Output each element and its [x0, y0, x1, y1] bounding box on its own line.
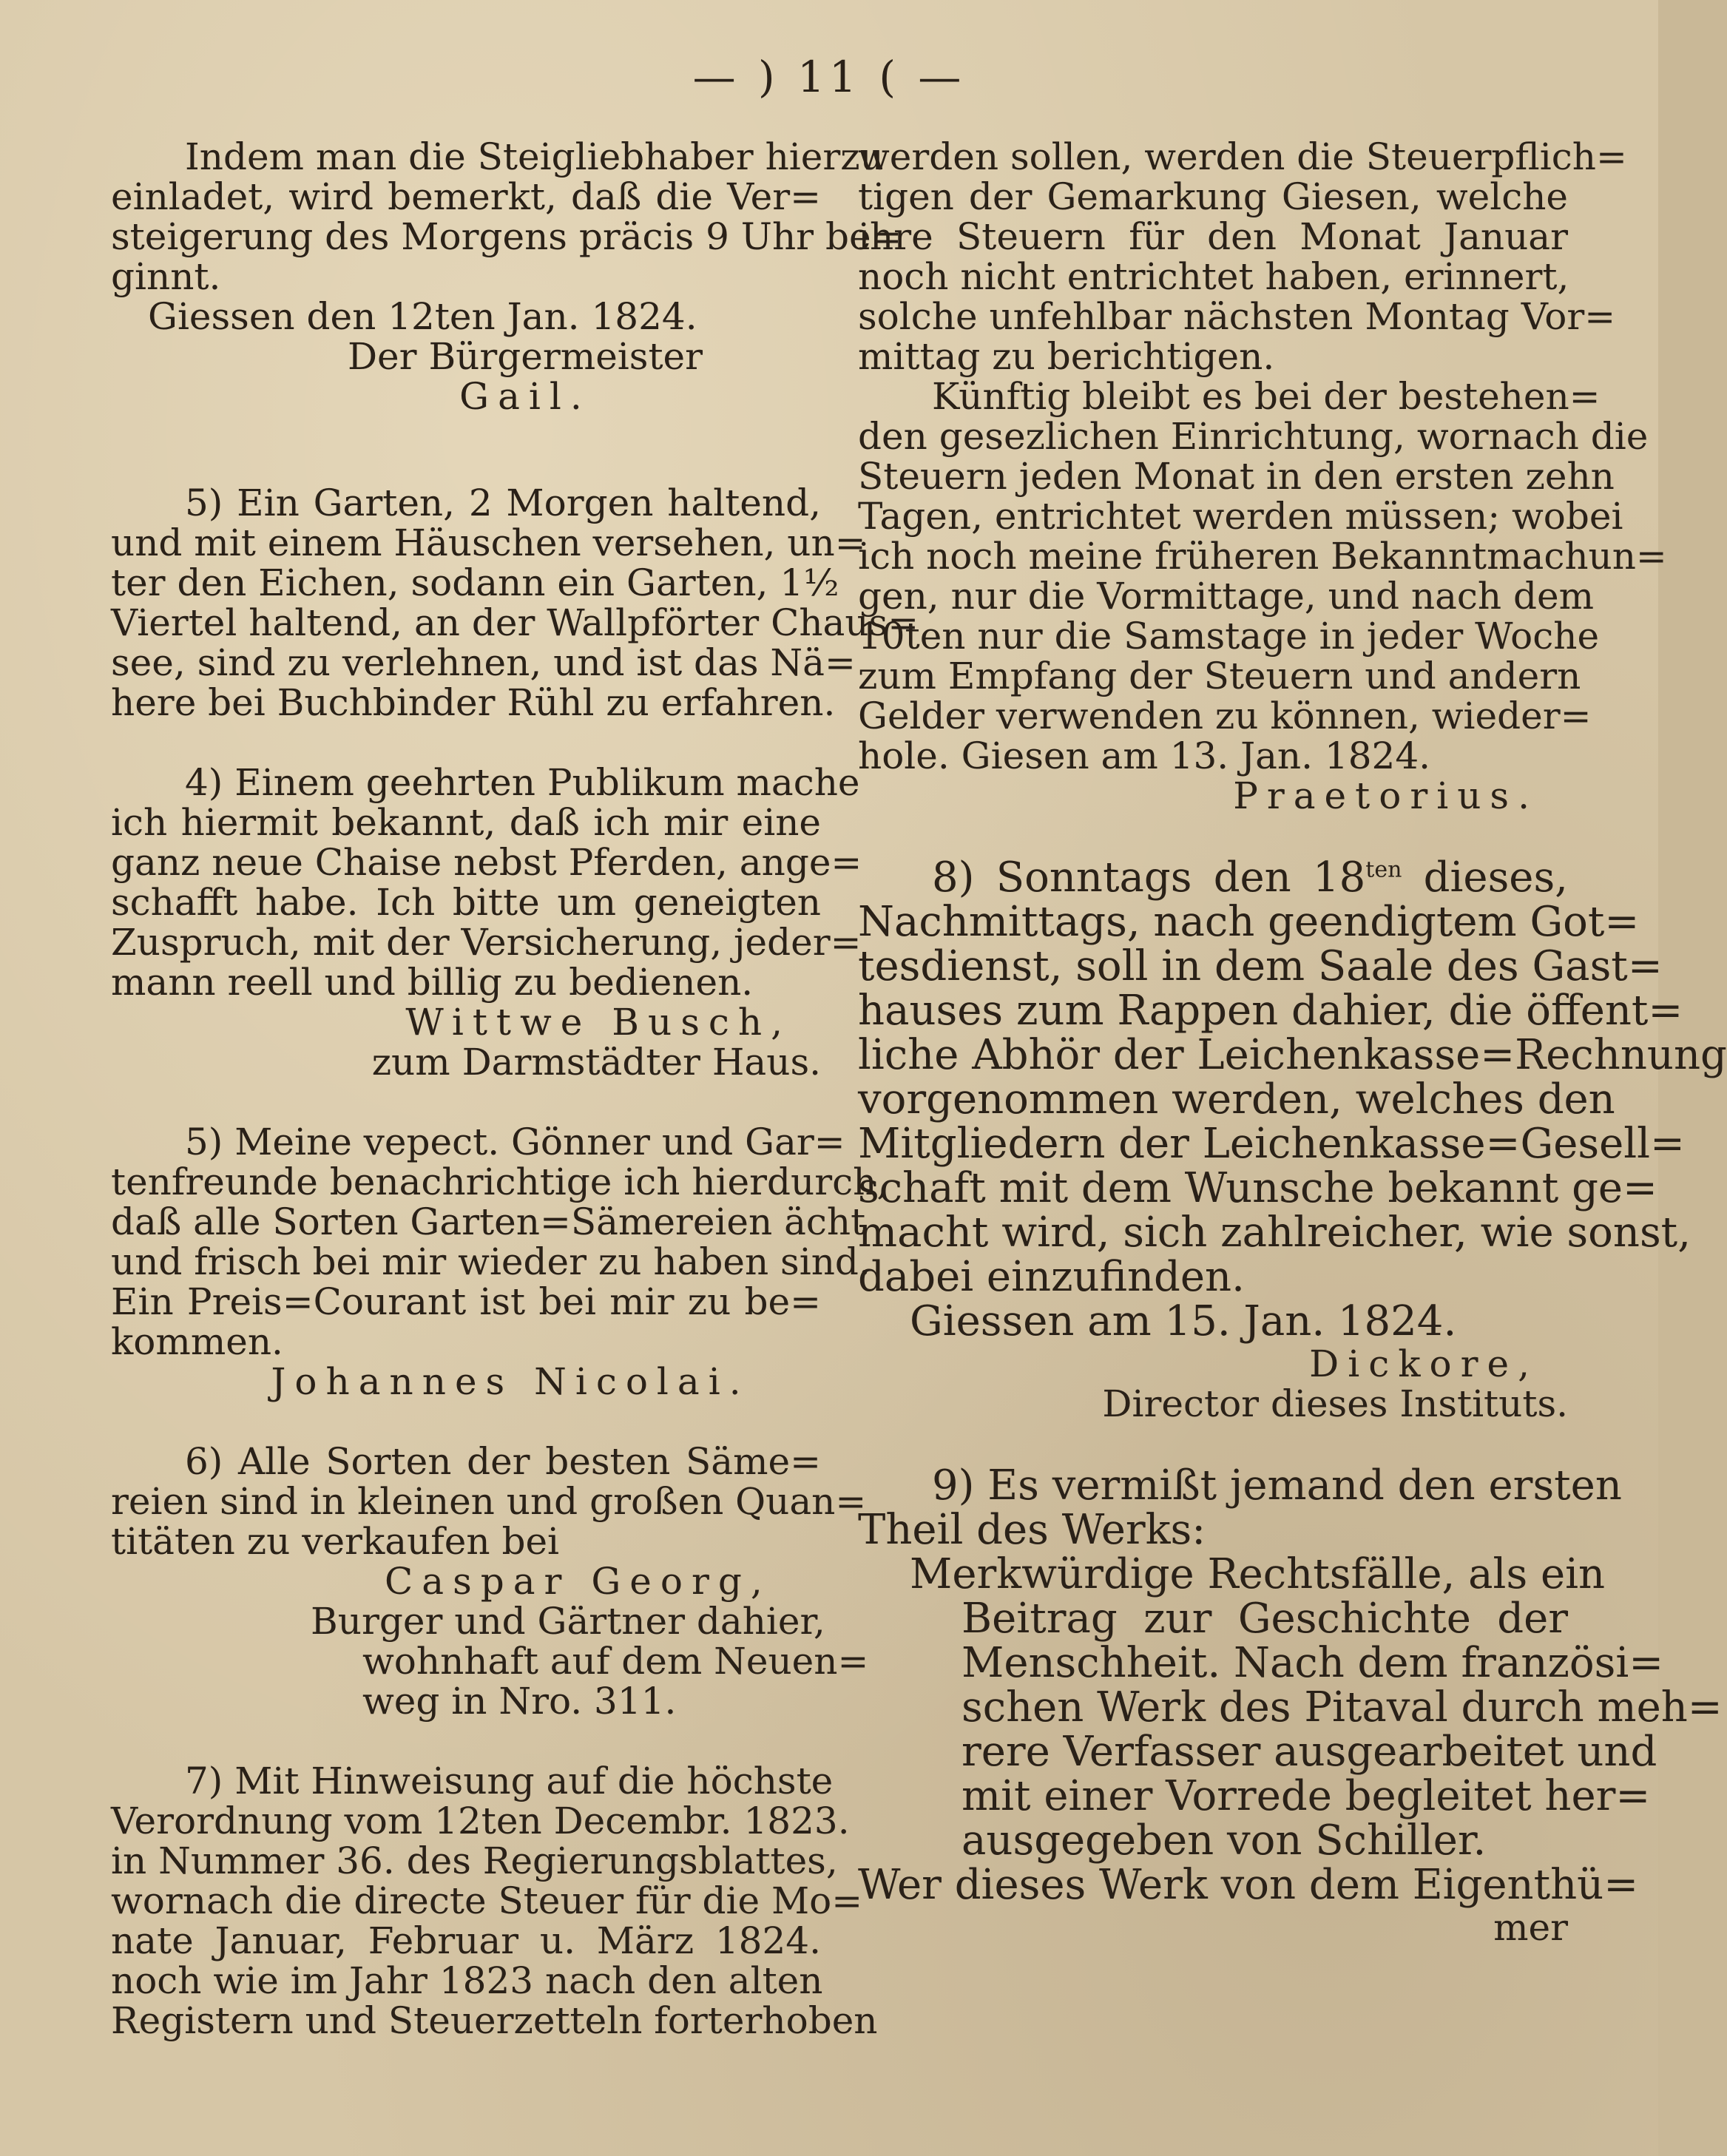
- text-line: ginnt.: [111, 255, 221, 298]
- text-line: 5) Ein Garten, 2 Morgen haltend,: [185, 481, 821, 524]
- text-line: solche unfehlbar nächsten Montag Vor=: [858, 295, 1616, 338]
- text-line: schaft mit dem Wunsche bekannt ge=: [858, 1164, 1657, 1212]
- text-line: Steuern jeden Monat in den ersten zehn: [858, 455, 1615, 498]
- signature-line: Burger und Gärtner dahier,: [311, 1600, 825, 1643]
- text-line: mer: [1493, 1906, 1568, 1949]
- signature: Dickore,: [1309, 1342, 1538, 1385]
- text-line: 5) Meine vepect. Gönner und Gar=: [185, 1121, 845, 1163]
- text-line: steigerung des Morgens präcis 9 Uhr be=: [111, 215, 902, 258]
- text-line: wornach die directe Steuer für die Mo=: [111, 1879, 863, 1922]
- text-line: noch nicht entrichtet haben, erinnert,: [858, 255, 1569, 298]
- text-line: Indem man die Steigliebhaber hierzu: [185, 135, 884, 178]
- text-line: Verordnung vom 12ten Decembr. 1823.: [111, 1800, 850, 1842]
- book-title-line: Merkwürdige Rechtsfälle, als ein: [910, 1550, 1606, 1598]
- notice-7-taxes-start: [111, 1760, 878, 2042]
- text-line: Theil des Werks:: [858, 1506, 1206, 1554]
- text-line: hauses zum Rappen dahier, die öffent=: [858, 987, 1683, 1035]
- text-line: gen, nur die Vormittage, und nach dem: [858, 575, 1594, 618]
- text-line: Ein Preis=Courant ist bei mir zu be=: [111, 1280, 821, 1323]
- notice-4-chaise: [111, 761, 862, 1084]
- text-line: 4) Einem geehrten Publikum mache: [185, 761, 860, 804]
- text-line: werden sollen, werden die Steuerpflich=: [858, 135, 1627, 178]
- signature-title: Der Bürgermeister: [347, 335, 703, 378]
- text-line: Künftig bleibt es bei der bestehen=: [932, 375, 1601, 418]
- superscript: ten: [1365, 856, 1402, 883]
- text-line: tenfreunde benachrichtige ich hierdurch,: [111, 1160, 889, 1203]
- text-line: [858, 856, 1568, 900]
- text-line: 9) Es vermißt jemand den ersten: [932, 1461, 1622, 1510]
- book-title-line: mit einer Vorrede begleitet her=: [961, 1772, 1651, 1820]
- text-line: ter den Eichen, sodann ein Garten, 1½: [111, 561, 839, 604]
- notice-auction-end: [111, 135, 902, 418]
- text-line: titäten zu verkaufen bei: [111, 1520, 560, 1563]
- text-line: nate Januar, Februar u. März 1824.: [111, 1919, 821, 1962]
- text-line: ganz neue Chaise nebst Pferden, ange=: [111, 841, 862, 884]
- text-line: Tagen, entrichtet werden müssen; wobei: [858, 495, 1623, 538]
- text-line: und mit einem Häuschen versehen, un=: [111, 521, 866, 564]
- text-line: mittag zu berichtigen.: [858, 335, 1275, 378]
- signature-line: wohnhaft auf dem Neuen=: [362, 1640, 869, 1683]
- text-line: 6) Alle Sorten der besten Säme=: [185, 1440, 821, 1483]
- book-title-line: Menschheit. Nach dem französi=: [961, 1639, 1664, 1687]
- text-line: Gelder verwenden zu können, wieder=: [858, 695, 1592, 737]
- signature: Caspar Georg,: [385, 1560, 771, 1603]
- notice-6-seeds: [111, 1440, 869, 1723]
- book-title-line: rere Verfasser ausgearbeitet und: [961, 1728, 1657, 1776]
- book-title-line: ausgegeben von Schiller.: [961, 1817, 1487, 1865]
- signature: Gail.: [459, 375, 591, 418]
- text-line: mann reell und billig zu bedienen.: [111, 961, 754, 1004]
- date-line: Giessen am 15. Jan. 1824.: [910, 1297, 1457, 1345]
- text-segment: dieses,: [1402, 854, 1568, 902]
- text-line: here bei Buchbinder Rühl zu erfahren.: [111, 681, 836, 724]
- text-line: den gesezlichen Einrichtung, wornach die: [858, 415, 1649, 458]
- text-line: tesdienst, soll in dem Saale des Gast=: [858, 942, 1663, 990]
- text-line: reien sind in kleinen und großen Quan=: [111, 1480, 867, 1523]
- text-line: macht wird, sich zahlreicher, wie sonst,: [858, 1209, 1691, 1257]
- text-line: kommen.: [111, 1320, 283, 1363]
- signature: Johannes Nicolai.: [271, 1360, 750, 1403]
- text-line: schafft habe. Ich bitte um geneigten: [111, 881, 821, 924]
- text-line: Wer dieses Werk von dem Eigenthü=: [858, 1861, 1639, 1909]
- text-line: ich hiermit bekannt, daß ich mir eine: [111, 801, 821, 844]
- date-line: Giessen den 12ten Jan. 1824.: [148, 295, 697, 338]
- text-line: daß alle Sorten Garten=Sämereien ächt: [111, 1200, 866, 1243]
- text-line: dabei einzufinden.: [858, 1253, 1245, 1301]
- text-line: ich noch meine früheren Bekanntmachun=: [858, 535, 1667, 578]
- text-line: 7) Mit Hinweisung auf die höchste: [185, 1760, 834, 1802]
- book-title-line: Beitrag zur Geschichte der: [961, 1595, 1568, 1643]
- text-line: 10ten nur die Samstage in jeder Woche: [858, 615, 1600, 658]
- text-line: Mitgliedern der Leichenkasse=Gesell=: [858, 1120, 1685, 1168]
- text-line: Viertel haltend, an der Wallpförter Chaus=: [111, 601, 919, 644]
- text-line: liche Abhör der Leichenkasse=Rechnung: [858, 1031, 1727, 1079]
- text-line: tigen der Gemarkung Giesen, welche: [858, 175, 1568, 218]
- right-column: [858, 135, 1727, 1949]
- text-line: Nachmittags, nach geendigtem Got=: [858, 898, 1640, 946]
- signature-line: weg in Nro. 311.: [362, 1680, 677, 1723]
- notice-7-taxes-continued: [858, 135, 1667, 817]
- notice-5-garden: [111, 481, 919, 724]
- text-line: einladet, wird bemerkt, daß die Ver=: [111, 175, 821, 218]
- text-line: noch wie im Jahr 1823 nach den alten: [111, 1959, 823, 2002]
- notice-8-funeral-fund: [858, 854, 1727, 1425]
- notice-9-missing-book: [858, 1461, 1723, 1949]
- notice-5-seeds: [111, 1121, 889, 1403]
- book-title-line: schen Werk des Pitaval durch meh=: [961, 1683, 1723, 1731]
- left-column: [111, 135, 919, 2042]
- signature: Wittwe Busch,: [405, 1001, 791, 1044]
- text-line: hole. Giesen am 13. Jan. 1824.: [858, 734, 1431, 777]
- text-line: ihre Steuern für den Monat Januar: [858, 215, 1568, 258]
- signature: Praetorius.: [1233, 774, 1538, 817]
- text-line: Registern und Steuerzetteln forterhoben: [111, 1999, 878, 2042]
- text-line: Zuspruch, mit der Versicherung, jeder=: [111, 921, 862, 964]
- text-line: see, sind zu verlehnen, und ist das Nä=: [111, 641, 856, 684]
- text-line: zum Empfang der Steuern und andern: [858, 655, 1581, 697]
- text-line: vorgenommen werden, welches den: [858, 1075, 1615, 1123]
- text-line: in Nummer 36. des Regierungsblattes,: [111, 1839, 838, 1882]
- page-number: — ) 11 ( —: [692, 52, 966, 102]
- signature-address: zum Darmstädter Haus.: [371, 1041, 821, 1084]
- text-segment: 8) Sonntags den 18: [932, 854, 1366, 902]
- text-line: und frisch bei mir wieder zu haben sind.: [111, 1240, 871, 1283]
- signature-title: Director dieses Instituts.: [1102, 1382, 1568, 1425]
